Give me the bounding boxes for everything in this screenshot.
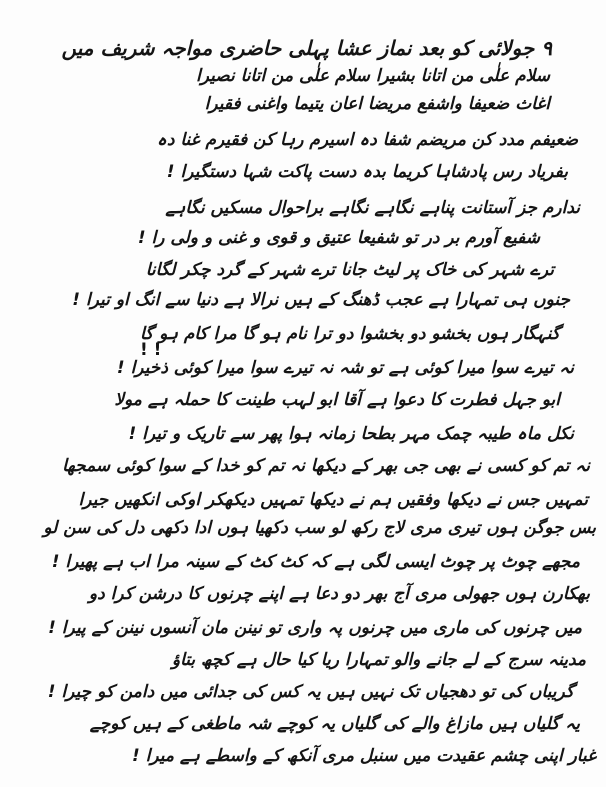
poem-line: ترے شہر کی خاک پر لیٹ جانا ترے شہر کے گرد چکر لگانا [145,260,554,280]
exclamation-mark: ! ! [140,340,162,360]
poem-line: گنہگار ہوں بخشو دو بخشوا دو ترا نام ہو گا مرا کام ہو گا [139,324,560,344]
poem-line: ندارم جز آستانت پناہے نگاہے نگاہے براحوال مسکیں نگاہے [165,198,580,218]
poem-line: ضعیفم مدد کن مریضم شفا دہ اسیرم رہا کن فقیرم غنا دہ [156,130,578,150]
poem-line: بفریاد رس پادشاہا کریما بدہ دست پاکت شہا دستگیرا ! [166,162,568,182]
poem-line: بھکارن ہوں جھولی مری آج بھر دو دعا ہے اپنے چرنوں کا درشن کرا دو [88,584,590,604]
poem-line: ابو جہل فطرت کا دعوا ہے آقا ابو لہب طینت کا حملہ ہے مولا [114,390,560,410]
poem-line: یہ گلیاں ہیں مازاغ والے کی گلیاں یہ کوچے شہ ماطغی کے ہیں کوچے [89,714,580,734]
poem-line: جنوں ہی تمہارا ہے عجب ڈھنگ کے ہیں نرالا ہے دنیا سے انگ او تیرا ! [72,290,570,310]
page-heading: ۹ جولائی کو بعد نماز عشا پہلی حاضری مواجہ شریف میں [61,36,552,60]
poem-line: مدینہ سرج کے لے جانے والو تمہارا ریا کیا حال ہے کچھ بتاؤ [171,650,586,670]
poem-line: گریباں کی تو دھجیاں تک نہیں ہیں یہ کس کی جدائی میں دامن کو چیرا ! [47,682,574,702]
poem-line: غبار اپنی چشم عقیدت میں سنبل مری آنکھ کے واسطے ہے میرا ! [131,746,596,766]
poem-line: میں چرنوں کی ماری میں چرنوں پہ واری تو نینن مان آنسوں نینن کے پیرا ! [48,618,582,638]
poem-line: مجھے چوٹ پر چوٹ ایسی لگی ہے کہ کٹ کٹ کے سینہ مرا اب ہے پھیرا ! [51,552,580,572]
salutation-line: اغاث ضعیفا واشفع مریضا اعان یتیما واغنی فقیرا [204,94,550,114]
poem-line: تمہیں جس نے دیکھا وفقیں ہم نے دیکھا تمہیں دیکھکر اوکی انکھیں جیرا [78,490,588,510]
poem-line: نکل ماہ طیبہ چمک مہر بطحا زمانہ ہوا پھر سے تاریک و تیرا ! [128,424,574,444]
poem-line: نہ تم کو کسی نے بھی جی بھر کے دیکھا نہ تم کو خدا کے سوا کوئی سمجھا [62,456,590,476]
poem-line: بس جوگن ہوں تیری مری لاج رکھ لو سب دکھیا ہوں ادا دکھی دل کی سن لو [43,518,596,538]
poem-line: نہ تیرے سوا میرا کوئی ہے تو شہ نہ تیرے سوا میرا کوئی ذخیرا ! [116,358,574,378]
poem-line: شفیع آورم بر در تو شفیعا عتیق و قوی و غنی و ولی را ! [137,228,540,248]
salutation-line: سلام علٰی من اتانا بشیرا سلام علٰی من اتانا نصیرا [196,66,550,86]
